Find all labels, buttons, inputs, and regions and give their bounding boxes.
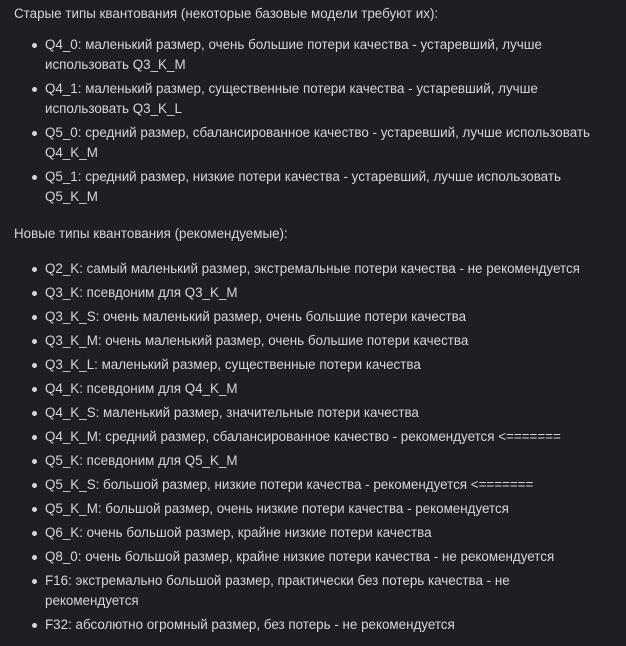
list-item [14,475,612,495]
list-item [14,355,612,375]
list-item-text: Q3_K: псевдоним для Q3_K_M [45,285,238,300]
list-item [14,571,612,611]
old-quant-types-heading: Старые типы квантования (некоторые базовые модели требуют их): [14,6,439,21]
list-item [14,35,612,75]
list-item [14,331,612,351]
list-item [14,499,612,519]
list-item-text: Q5_K: псевдоним для Q5_K_M [45,453,238,468]
list-item-text: Q4_0: маленький размер, очень большие потери качества - устаревший, лучше использовать Q3_K_M [45,37,542,72]
bullet-dot [32,315,37,320]
list-item-text: Q3_K_S: очень маленький размер, очень большие потери качества [45,309,467,324]
list-item-text: Q2_K: самый маленький размер, экстремальные потери качества - не рекомендуется [45,261,580,276]
bullet-dot [32,555,37,560]
list-item [14,123,612,163]
list-item-text: Q3_K_L: маленький размер, существенные потери качества [45,357,421,372]
bullet-dot [32,483,37,488]
bullet-dot [32,131,37,136]
bullet-dot [32,579,37,584]
list-item [14,79,612,119]
list-item-text: Q5_0: средний размер, сбалансированное качество - устаревший, лучше использовать Q4_K_M [45,125,590,160]
bullet-dot [32,363,37,368]
bullet-dot [32,291,37,296]
list-item [14,523,612,543]
bullet-dot [32,339,37,344]
bullet-dot [32,387,37,392]
bullet-dot [32,267,37,272]
list-item [14,547,612,567]
list-item [14,307,612,327]
old-quant-types-list [14,35,612,207]
list-item-text: Q5_K_S: большой размер, низкие потери качества - рекомендуется <======= [45,477,534,492]
bullet-dot [32,435,37,440]
bullet-dot [32,87,37,92]
list-item [14,451,612,471]
new-quant-types-list [14,259,612,635]
list-item-text: Q4_K_S: маленький размер, значительные потери качества [45,405,419,420]
bullet-dot [32,459,37,464]
bullet-dot [32,623,37,628]
list-item-text: F16: экстремально большой размер, практически без потерь качества - не рекомендуется [45,573,510,608]
list-item-text: Q5_1: средний размер, низкие потери качества - устаревший, лучше использовать Q5_K_M [45,169,561,204]
bullet-dot [32,531,37,536]
bullet-dot [32,507,37,512]
list-item [14,283,612,303]
list-item-text: F32: абсолютно огромный размер, без потерь - не рекомендуется [45,617,455,632]
bullet-dot [32,175,37,180]
list-item-text: Q4_K_M: средний размер, сбалансированное качество - рекомендуется <======= [45,429,561,444]
list-item-text: Q4_1: маленький размер, существенные потери качества - устаревший, лучше использовать Q3_K_L [45,81,538,116]
list-item [14,379,612,399]
list-item [14,259,612,279]
list-item-text: Q8_0: очень большой размер, крайне низкие потери качества - не рекомендуется [45,549,555,564]
list-item [14,615,612,635]
list-item-text: Q3_K_M: очень маленький размер, очень большие потери качества [45,333,469,348]
list-item-text: Q4_K: псевдоним для Q4_K_M [45,381,238,396]
list-item [14,403,612,423]
bullet-dot [32,411,37,416]
list-item-text: Q6_K: очень большой размер, крайне низкие потери качества [45,525,432,540]
list-item [14,427,612,447]
bullet-dot [32,43,37,48]
list-item-text: Q5_K_M: большой размер, очень низкие потери качества - рекомендуется [45,501,509,516]
new-quant-types-heading: Новые типы квантования (рекомендуемые): [14,226,288,241]
list-item [14,167,612,207]
